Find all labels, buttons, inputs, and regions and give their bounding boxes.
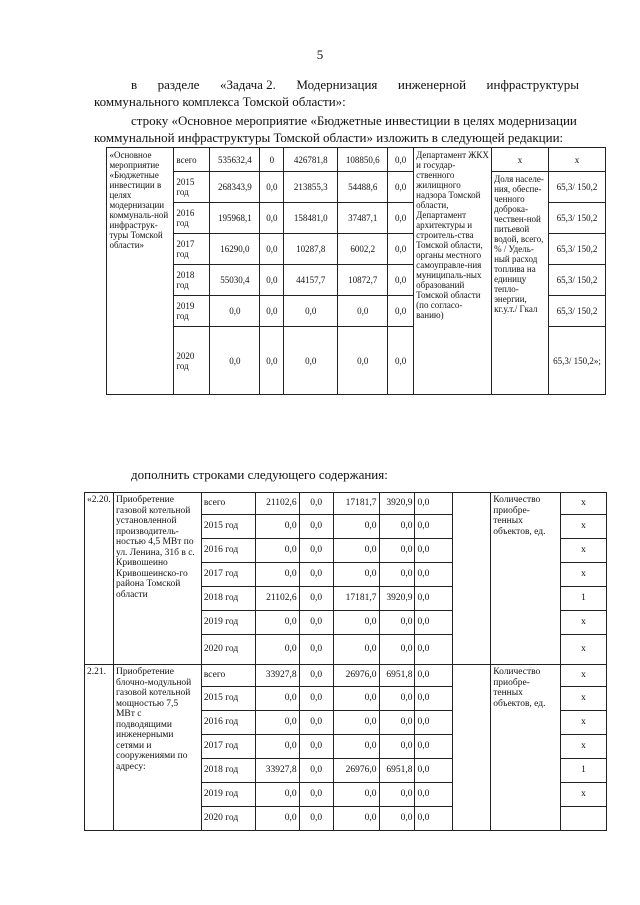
local-cell: 3920,9 [379,587,415,611]
extrabudget-cell: 0,0 [415,611,453,635]
federal-cell: 0 [260,148,284,172]
intro-line-3: строку «Основное мероприятие «Бюджетные инвестиции в целях модернизации [131,113,577,128]
federal-cell: 0,0 [260,203,284,234]
local-cell: 54488,6 [338,172,388,203]
extrabudget-cell: 0,0 [415,759,453,783]
regional-cell: 0,0 [333,635,379,665]
extrabudget-cell: 0,0 [415,807,453,831]
indicator-head-cell: х [492,148,549,172]
period-cell: 2015 год [201,687,255,711]
item-name-cell: Приобретение газовой котельной установленной производитель-ностью 4,5 МВт по ул. Ленина, 31б в с. Кривошеино Кривошеинско-го района Томской области [113,493,201,665]
extrabudget-cell: 0,0 [415,665,453,687]
federal-cell: 0,0 [299,783,333,807]
extrabudget-cell: 0,0 [415,515,453,539]
total-cell: 535632,4 [210,148,260,172]
period-cell: 2020 год [201,807,255,831]
period-cell: 2016 год [174,203,210,234]
extrabudget-cell: 0,0 [388,265,414,296]
period-cell: 2018 год [201,759,255,783]
period-cell: 2020 год [174,327,210,395]
period-cell: 2017 год [174,234,210,265]
indicator-value-cell: 65,3/ 150,2 [549,172,606,203]
local-cell: 0,0 [379,563,415,587]
local-cell: 108850,6 [338,148,388,172]
local-cell: 0,0 [379,635,415,665]
regional-cell: 0,0 [333,539,379,563]
regional-cell: 0,0 [284,296,338,327]
regional-cell: 17181,7 [333,493,379,515]
federal-cell: 0,0 [299,563,333,587]
indicator-value-cell: х [561,635,607,665]
indicator-value-cell: х [561,539,607,563]
federal-cell: 0,0 [260,234,284,265]
extrabudget-cell: 0,0 [388,203,414,234]
total-cell: 33927,8 [255,665,299,687]
total-cell: 55030,4 [210,265,260,296]
period-cell: 2015 год [201,515,255,539]
extrabudget-cell: 0,0 [388,172,414,203]
federal-cell: 0,0 [260,296,284,327]
period-cell: 2016 год [201,711,255,735]
local-cell: 10872,7 [338,265,388,296]
indicator-value-cell: 1 [561,587,607,611]
supplement-table [84,492,607,831]
regional-cell: 0,0 [333,687,379,711]
executor-cell: Департамент ЖКХ и государ-ственного жилищного надзора Томской области, Департамент архитектуры и строитель-ства Томской области, органы местного самоуправле-ния муниципаль-ных образований Томской области (по согласо-ванию) [414,148,492,395]
period-cell: всего [174,148,210,172]
local-cell: 0,0 [379,539,415,563]
indicator-value-cell: х [561,563,607,587]
extrabudget-cell: 0,0 [415,783,453,807]
federal-cell: 0,0 [299,735,333,759]
federal-cell: 0,0 [299,759,333,783]
local-cell: 6951,8 [379,665,415,687]
local-cell: 0,0 [379,735,415,759]
regional-cell: 0,0 [333,711,379,735]
total-cell: 0,0 [210,327,260,395]
regional-cell: 158481,0 [284,203,338,234]
period-cell: 2019 год [201,611,255,635]
total-cell: 0,0 [255,539,299,563]
value-head-cell: х [549,148,606,172]
period-cell: 2019 год [174,296,210,327]
total-cell: 33927,8 [255,759,299,783]
extrabudget-cell: 0,0 [388,327,414,395]
extrabudget-cell: 0,0 [415,587,453,611]
indicator-value-cell: 65,3/ 150,2 [549,203,606,234]
intro-line-4: коммунальной инфраструктуры Томской области» изложить в следующей редакции: [94,130,564,145]
total-cell: 21102,6 [255,493,299,515]
indicator-value-cell: х [561,665,607,687]
total-cell: 0,0 [255,611,299,635]
item-number-cell: 2.21. [85,665,114,831]
regional-cell: 213855,3 [284,172,338,203]
local-cell: 0,0 [379,783,415,807]
total-cell: 268343,9 [210,172,260,203]
federal-cell: 0,0 [260,265,284,296]
local-cell: 0,0 [379,611,415,635]
indicator-value-cell: х [561,515,607,539]
total-cell: 195968,1 [210,203,260,234]
federal-cell: 0,0 [299,515,333,539]
intro-word: разделе [157,77,200,92]
activity-name-cell: «Основное мероприятие «Бюджетные инвестиции в целях модернизации коммуналь-ной инфраструк-туры Томской области» [107,148,174,395]
indicator-value-cell: х [561,611,607,635]
total-cell: 0,0 [255,807,299,831]
supplement-text: дополнить строками следующего содержания: [131,467,388,482]
local-cell: 6002,2 [338,234,388,265]
extrabudget-cell: 0,0 [388,234,414,265]
local-cell: 3920,9 [379,493,415,515]
table-row [90,148,606,172]
table-row [85,665,607,687]
total-cell: 0,0 [210,296,260,327]
local-cell: 0,0 [338,296,388,327]
indicator-value-cell: 65,3/ 150,2 [549,265,606,296]
indicator-cell: Количество приобре-тенных объектов, ед. [491,493,561,665]
extrabudget-cell: 0,0 [415,539,453,563]
period-cell: 2018 год [174,265,210,296]
total-cell: 0,0 [255,635,299,665]
regional-cell: 0,0 [333,735,379,759]
regional-cell: 44157,7 [284,265,338,296]
period-cell: 2017 год [201,563,255,587]
local-cell: 0,0 [338,327,388,395]
period-cell: 2015 год [174,172,210,203]
extrabudget-cell: 0,0 [415,735,453,759]
total-cell: 0,0 [255,687,299,711]
intro-word: инфраструктуры [486,77,579,92]
indicator-value-cell: х [561,711,607,735]
period-cell: 2019 год [201,783,255,807]
local-cell: 37487,1 [338,203,388,234]
intro-word: «Задача 2. [219,77,276,92]
period-cell: всего [201,493,255,515]
executor-cell [453,493,491,665]
indicator-cell: Количество приобре-тенных объектов, ед. [491,665,561,831]
total-cell: 0,0 [255,711,299,735]
total-cell: 21102,6 [255,587,299,611]
period-cell: 2017 год [201,735,255,759]
federal-cell: 0,0 [260,172,284,203]
total-cell: 0,0 [255,563,299,587]
indicator-value-cell: х [561,735,607,759]
main-activity-table [90,147,606,395]
table-row [85,493,607,515]
federal-cell: 0,0 [299,611,333,635]
federal-cell: 0,0 [299,587,333,611]
indicator-value-cell: 65,3/ 150,2»; [549,327,606,395]
page-number: 5 [316,47,324,62]
regional-cell: 0,0 [333,783,379,807]
regional-cell: 426781,8 [284,148,338,172]
intro-word: Модернизация [296,77,378,92]
indicator-value-cell: 1 [561,759,607,783]
federal-cell: 0,0 [299,493,333,515]
intro-line-2: коммунального комплекса Томской области»: [94,94,346,109]
executor-cell [453,665,491,831]
indicator-value-cell: 65,3/ 150,2 [549,234,606,265]
extrabudget-cell: 0,0 [415,635,453,665]
total-cell: 16290,0 [210,234,260,265]
total-cell: 0,0 [255,735,299,759]
period-cell: 2020 год [201,635,255,665]
period-cell: 2016 год [201,539,255,563]
period-cell: всего [201,665,255,687]
local-cell: 0,0 [379,711,415,735]
federal-cell: 0,0 [299,711,333,735]
indicator-value-cell: х [561,493,607,515]
extrabudget-cell: 0,0 [388,148,414,172]
indicator-value-cell [561,807,607,831]
intro-word: в [131,77,138,92]
federal-cell: 0,0 [299,807,333,831]
federal-cell: 0,0 [299,539,333,563]
local-cell: 0,0 [379,687,415,711]
regional-cell: 17181,7 [333,587,379,611]
period-cell: 2018 год [201,587,255,611]
local-cell: 6951,8 [379,759,415,783]
local-cell: 0,0 [379,515,415,539]
regional-cell: 0,0 [333,807,379,831]
extrabudget-cell: 0,0 [388,296,414,327]
regional-cell: 10287,8 [284,234,338,265]
spacer-cell [90,148,107,395]
item-number-cell: «2.20. [85,493,114,665]
extrabudget-cell: 0,0 [415,687,453,711]
regional-cell: 0,0 [333,563,379,587]
intro-line-1 [131,76,579,93]
extrabudget-cell: 0,0 [415,493,453,515]
federal-cell: 0,0 [299,635,333,665]
item-name-cell: Приобретение блочно-модульной газовой котельной мощностью 7,5 МВт с подводящими инженерными сетями и сооружениями по адресу: [113,665,201,831]
total-cell: 0,0 [255,515,299,539]
federal-cell: 0,0 [260,327,284,395]
local-cell: 0,0 [379,807,415,831]
indicator-cell: Доля населе-ния, обеспе-ченного доброка-чествен-ной питьевой водой, всего, % / Удель-ный расход топлива на единицу тепло-энергии, кг.у.т./ Гкал [492,172,549,395]
regional-cell: 26976,0 [333,759,379,783]
federal-cell: 0,0 [299,687,333,711]
regional-cell: 0,0 [333,515,379,539]
indicator-value-cell: х [561,687,607,711]
intro-word: инженерной [397,77,467,92]
indicator-value-cell: 65,3/ 150,2 [549,296,606,327]
indicator-value-cell: х [561,783,607,807]
regional-cell: 0,0 [333,611,379,635]
federal-cell: 0,0 [299,665,333,687]
regional-cell: 0,0 [284,327,338,395]
regional-cell: 26976,0 [333,665,379,687]
extrabudget-cell: 0,0 [415,563,453,587]
extrabudget-cell: 0,0 [415,711,453,735]
total-cell: 0,0 [255,783,299,807]
